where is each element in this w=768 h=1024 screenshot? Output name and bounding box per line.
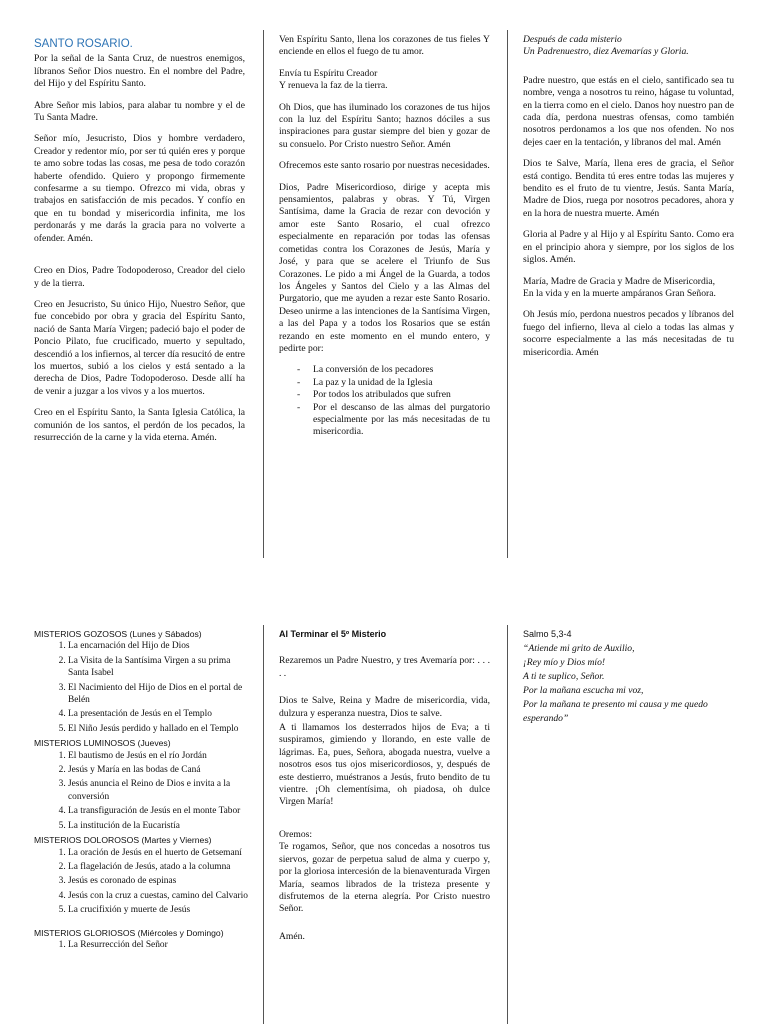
list-item: 1. La oración de Jesús en el huerto de Getsemaní xyxy=(68,847,249,859)
list-item: 2. La flagelación de Jesús, atado a la columna xyxy=(68,861,249,873)
list-item: 5. La institución de la Eucaristía xyxy=(68,820,249,832)
list-item: - La paz y la unidad de la Iglesia xyxy=(313,377,490,389)
credo-1: Creo en Dios, Padre Todopoderoso, Creador del cielo y de la tierra. xyxy=(34,265,245,289)
envia-espiritu xyxy=(279,68,490,93)
list-item: 5. La crucifixión y muerte de Jesús xyxy=(68,904,249,916)
list-item: 1. El bautismo de Jesús en el río Jordán xyxy=(68,750,249,762)
al-terminar-title: Al Terminar el 5º Misterio xyxy=(279,629,387,639)
divider xyxy=(263,625,264,1024)
divider xyxy=(263,30,264,558)
rezaremos: Rezaremos un Padre Nuestro, y tres Avemaría por: . . . . . xyxy=(279,655,490,679)
padre-nuestro: Padre nuestro, que estás en el cielo, santificado sea tu nombre, venga a nosotros tu reino, hágase tu voluntad, en la tierra como en el cielo. Danos hoy nuestro pan de cada día, perdona nuestras ofensas, como también nosotros perdonamos a los que nos ofenden. No nos dejes caer en la tentación, y líbranos del mal. Amén xyxy=(523,74,734,148)
salmo-line: Por la mañana escucha mi voz, xyxy=(523,685,644,697)
salve-2: A ti llamamos los desterrados hijos de Eva; a ti suspiramos, gimiendo y llorando, en este valle de lágrimas. Ea, pues, Señora, abogada nuestra, vuelve a nosotros esos tus ojos misericordiosos, y, después de este destierro, muéstranos a Jesús, fruto bendito de tu vientre. ¡Oh clementísima, oh piadosa, oh dulce Virgen María! xyxy=(279,722,490,808)
column-al-terminar xyxy=(279,628,490,952)
acto-contricion: Señor mío, Jesucristo, Dios y hombre verdadero, Creador y redentor mío, por ser tú quién eres y porque te amo sobre todas las cosas, me pesa de todo corazón haberte ofendido. Quiero y propongo firmemente confesarme a su tiempo. Ofrezco mi vida, obras y trabajos en satisfacción de mis pecados. Y confío en que en tu bondad y misericordia infinita, me los perdonarás y me darás la gracia para no volverte a ofender. Amén. xyxy=(34,133,245,244)
list-item: 3. Jesús es coronado de espinas xyxy=(68,875,249,887)
misterios-gozosos-list xyxy=(34,640,249,735)
amen: Amén. xyxy=(279,930,305,942)
oremos-label: Oremos: xyxy=(279,828,313,840)
list-item: 4. La transfiguración de Jesús en el monte Tabor xyxy=(68,805,249,817)
page-title: SANTO ROSARIO. xyxy=(34,38,133,50)
misterios-dolorosos-heading: MISTERIOS DOLOROSOS (Martes y Viernes) xyxy=(34,835,212,846)
salve-1: Dios te Salve, Reina y Madre de misericordia, vida, dulzura y esperanza nuestra, Dios te salve. xyxy=(279,695,490,719)
list-item: 1. La Resurrección del Señor xyxy=(68,939,249,951)
list-item: 1. La encarnación del Hijo de Dios xyxy=(68,640,249,652)
misterios-gloriosos-list xyxy=(34,939,249,951)
instr-line-1: Después de cada misterio xyxy=(523,34,622,45)
salmo-text xyxy=(523,642,738,726)
column-santo-rosario xyxy=(34,38,245,453)
envia-line-2: Y renueva la faz de la tierra. xyxy=(279,80,388,92)
list-item: 3. El Nacimiento del Hijo de Dios en el portal de Belén xyxy=(68,682,249,707)
list-item: - Por todos los atribulados que sufren xyxy=(313,389,490,401)
divider xyxy=(507,30,508,558)
list-item: 3. Jesús anuncia el Reino de Dios e invita a la conversión xyxy=(68,778,249,803)
credo-3: Creo en el Espíritu Santo, la Santa Iglesia Católica, la comunión de los santos, el perdón de los pecados, la resurrección de la carne y la vida eterna. Amén. xyxy=(34,407,245,443)
list-item: 4. La presentación de Jesús en el Templo xyxy=(68,708,249,720)
gloria: Gloria al Padre y al Hijo y al Espíritu Santo. Como era en el principio ahora y siempre, por los siglos de los siglos. Amén. xyxy=(523,229,734,266)
maria-line-1: María, Madre de Gracia y Madre de Misericordia, xyxy=(523,275,716,287)
credo-2: Creo en Jesucristo, Su único Hijo, Nuestro Señor, que fue concebido por obra y gracia del Espíritu Santo, nació de Santa María Virgen; padeció bajo el poder de Poncio Pilato, fue crucificado, muerto y sepultado, descendió a los infiernos, al tercer día resucitó de entre los muertos, subió a los cielos y está sentado a la derecha de Dios, Padre Todopoderoso. Desde allí ha de venir a juzgar a los vivos y a los muertos. xyxy=(34,298,245,397)
oh-jesus: Oh Jesús mío, perdona nuestros pecados y líbranos del fuego del infierno, lleva al cielo a todas las almas y socorre especialmente a las más necesitadas de tu misericordia. Amén xyxy=(523,309,734,358)
abre-senor: Abre Señor mis labios, para alabar tu nombre y el de Tu Santa Madre. xyxy=(34,99,245,124)
list-item: 2. Jesús y María en las bodas de Caná xyxy=(68,764,249,776)
list-item: 5. El Niño Jesús perdido y hallado en el Templo xyxy=(68,723,249,735)
oh-dios: Oh Dios, que has iluminado los corazones de tus hijos con la luz del Espíritu Santo; haznos dóciles a sus inspiraciones para gustar siempre del bien y gozar de su consuelo. Por Cristo nuestro Señor. Amén xyxy=(279,101,490,150)
misterios-luminosos-heading: MISTERIOS LUMINOSOS (Jueves) xyxy=(34,738,171,749)
ofrecemos: Ofrecemos este santo rosario por nuestras necesidades. xyxy=(279,160,490,172)
salmo-line: ¡Rey mío y Dios mío! xyxy=(523,657,606,669)
instrucciones xyxy=(523,34,734,59)
ave-maria: Dios te Salve, María, llena eres de gracia, el Señor está contigo. Bendita tú eres entre todas las mujeres y bendito es el fruto de tu vientre, Jesús. Santa María, Madre de Dios, ruega por nosotros pecadores, ahora y en la hora de nuestra muerte. Amén xyxy=(523,158,734,219)
column-misterios xyxy=(34,628,249,953)
column-espiritu-santo xyxy=(279,34,490,439)
instr-line-2: Un Padrenuestro, diez Avemarías y Gloria. xyxy=(523,46,689,58)
salmo-title: Salmo 5,3-4 xyxy=(523,629,572,639)
salmo-line: A ti te suplico, Señor. xyxy=(523,671,605,683)
maria-madre xyxy=(523,276,734,301)
misterios-luminosos-list xyxy=(34,750,249,832)
list-item: - Por el descanso de las almas del purgatorio especialmente por las más necesitadas de tu misericordia. xyxy=(313,402,490,439)
signo-cruz: Por la señal de la Santa Cruz, de nuestros enemigos, líbranos Señor Dios nuestro. En el nombre del Padre, del Hijo y del Espíritu Santo. xyxy=(34,53,245,90)
misterios-gozosos-heading: MISTERIOS GOZOSOS (Lunes y Sábados) xyxy=(34,629,202,639)
misterios-gloriosos-heading: MISTERIOS GLORIOSOS (Miércoles y Domingo) xyxy=(34,927,224,938)
salmo-line: “Atiende mi grito de Auxilio, xyxy=(523,643,635,655)
maria-line-2: En la vida y en la muerte ampáranos Gran Señora. xyxy=(523,287,716,299)
ven-espiritu: Ven Espíritu Santo, llena los corazones de tus fieles Y enciende en ellos el fuego de tu amor. xyxy=(279,34,490,58)
te-rogamos: Te rogamos, Señor, que nos concedas a nosotros tus siervos, gozar de perpetua salud de alma y cuerpo y, por la gloriosa intercesión de la bienaventurada Virgen María, seamos librados de la tristeza presente y disfrutemos de la eterna alegría. Por Cristo nuestro Señor. xyxy=(279,841,490,915)
list-item: 4. Jesús con la cruz a cuestas, camino del Calvario xyxy=(68,890,249,902)
envia-line-1: Envía tu Espíritu Creador xyxy=(279,67,378,79)
salmo-line: Por la mañana te presento mi causa y me quedo esperando” xyxy=(523,699,708,725)
list-item: 2. La Visita de la Santísima Virgen a su prima Santa Isabel xyxy=(68,655,249,680)
list-item: - La conversión de los pecadores xyxy=(313,364,490,376)
divider xyxy=(507,625,508,1024)
column-salmo xyxy=(523,628,738,726)
column-oraciones xyxy=(523,34,734,368)
misterios-dolorosos-list xyxy=(34,847,249,917)
intenciones-list xyxy=(279,364,490,438)
dios-padre: Dios, Padre Misericordioso, dirige y acepta mis pensamientos, palabras y obras. Y Tú, Virgen Santísima, dame la Gracia de rezar con devoción y amor este Santo Rosario, el cual ofrezco especialmente en reparación por todas las ofensas cometidas contra los Corazones de Jesús, María y José, y para que se acelere el Triunfo de Sus Corazones. Le pido a mi Ángel de la Guarda, a todos los Ángeles y Santos del Cielo y a las Almas del Purgatorio, que me ayuden a rezar este Santo Rosario. Deseo unirme a las intenciones de la Santísima Virgen, a las del Papa y a todos los Rosarios que se están rezando en este momento en el mundo entero, y pedirte por: xyxy=(279,181,490,354)
